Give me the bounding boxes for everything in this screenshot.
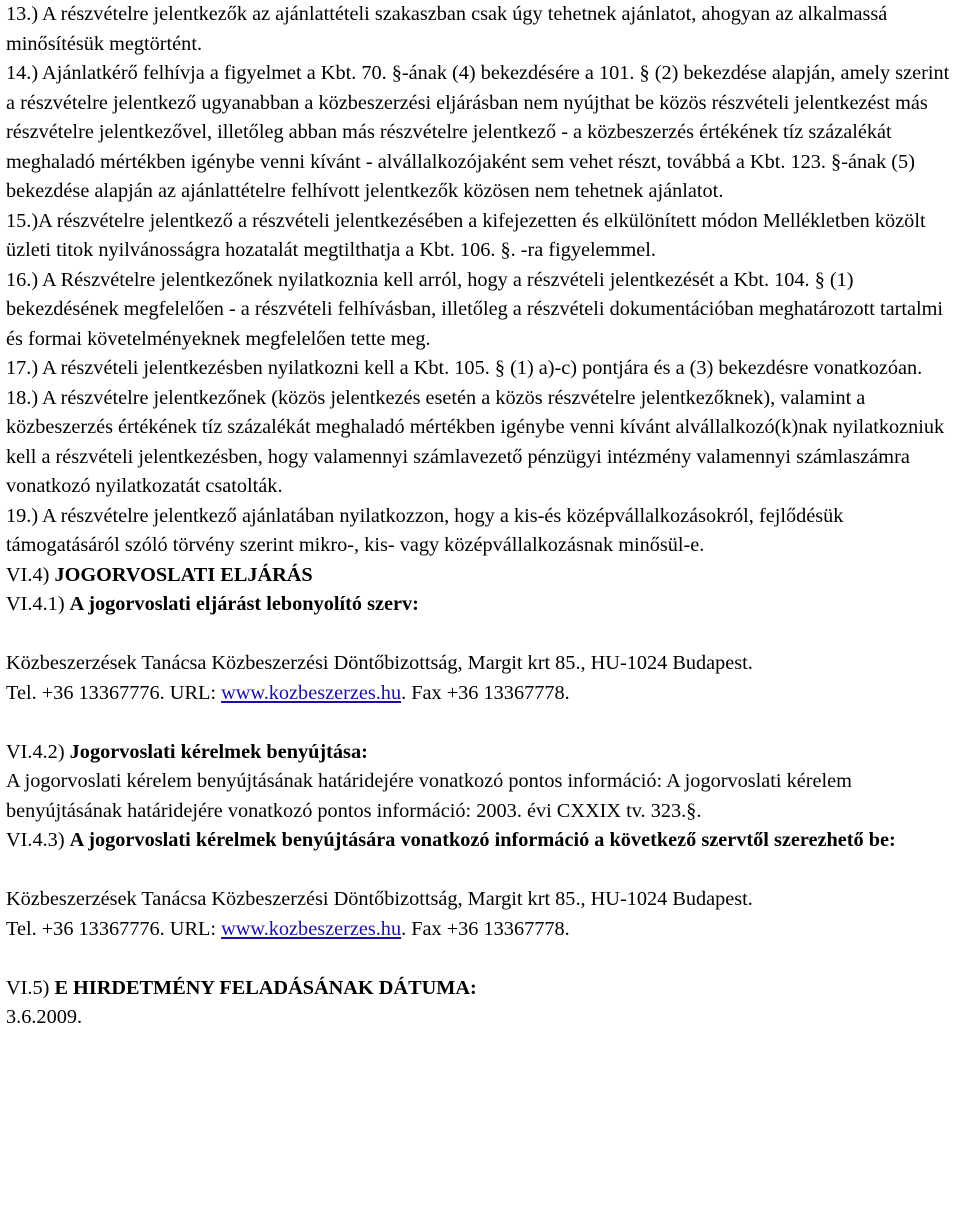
section-vi43-prefix: VI.4.3) — [6, 829, 70, 851]
section-vi5-title: E HIRDETMÉNY FELADÁSÁNAK DÁTUMA: — [54, 976, 477, 999]
section-vi41-prefix: VI.4.1) — [6, 593, 70, 615]
section-vi4-title: JOGORVOSLATI ELJÁRÁS — [54, 563, 313, 586]
section-vi43-title: A jogorvoslati kérelmek benyújtására vonatkozó információ a következő szervtől szerezhető be: — [69, 829, 896, 851]
spacer — [6, 708, 960, 738]
item-13: 13.) A részvételre jelentkezők az ajánlattételi szakaszban csak úgy tehetnek ajánlatot, ahogyan az alkalmassá minősítésük megtörtént. — [6, 3, 888, 55]
section-vi43-heading — [6, 826, 960, 856]
section-vi5-prefix: VI.5) — [6, 976, 55, 999]
url-link-1[interactable]: www.kozbeszerzes.hu — [221, 681, 402, 704]
section-vi42-title: Jogorvoslati kérelmek benyújtása: — [69, 740, 368, 763]
spacer — [6, 856, 960, 886]
url-link-2[interactable]: www.kozbeszerzes.hu — [221, 917, 402, 940]
contact-tel-1: Tel. +36 13367776. URL: — [6, 681, 222, 704]
item-17: 17.) A részvételi jelentkezésben nyilatkozni kell a Kbt. 105. § (1) a)-c) pontjára és a (3) bekezdésre vonatkozóan. — [6, 357, 923, 379]
contact-tel-2: Tel. +36 13367776. URL: — [6, 917, 222, 940]
contact-line-1 — [6, 679, 960, 709]
spacer — [6, 944, 960, 974]
section-vi41-title: A jogorvoslati eljárást lebonyolító szerv: — [69, 593, 419, 615]
contact-address-2: Közbeszerzések Tanácsa Közbeszerzési Döntőbizottság, Margit krt 85., HU-1024 Budapest. — [6, 888, 753, 910]
item-19: 19.) A részvételre jelentkező ajánlatában nyilatkozzon, hogy a kis-és középvállalkozásokról, fejlődésük támogatásáról szóló törvény szerint mikro-, kis- vagy középvállalkozásnak minősül-e. — [6, 504, 844, 556]
item-14: 14.) Ajánlatkérő felhívja a figyelmet a Kbt. 70. §-ának (4) bekezdésére a 101. § (2) bekezdése alapján, amely szerint a részvételre jelentkező ugyanabban a közbeszerzési eljárásban nem nyújthat be közös részvételi jelentkezést más részvételre jelentkezővel, illetőleg abban más részvételre jelentkező - a közbeszerzés értékének tíz százalékát meghaladó mértékben igénybe venni kívánt - alvállalkozójaként sem vehet részt, továbbá a Kbt. 123. §-ának (5) bekezdése alapján az ajánlattételre felhívott jelentkezők közösen nem tehetnek ajánlatot. — [6, 62, 950, 202]
item-18: 18.) A részvételre jelentkezőnek (közös jelentkezés esetén a közös részvételre jelentkezőknek), valamint a közbeszerzés értékének tíz százalékát meghaladó mértékben igénybe venni kívánt alvállalkozó(k)nak nyilatkozniuk kell a részvételi jelentkezésben, hogy valamennyi számlavezető pénzügyi intézmény valamennyi számlaszámra vonatkozó nyilatkozatát csatolták. — [6, 386, 945, 497]
contact-line-2 — [6, 915, 960, 945]
section-vi41-heading — [6, 590, 960, 620]
contact-address-1: Közbeszerzések Tanácsa Közbeszerzési Döntőbizottság, Margit krt 85., HU-1024 Budapest. — [6, 652, 753, 674]
section-vi42-prefix: VI.4.2) — [6, 740, 70, 763]
section-vi4-heading — [6, 561, 960, 591]
dispatch-date: 3.6.2009. — [6, 1006, 83, 1028]
contact-fax-1: . Fax +36 13367778. — [401, 681, 570, 704]
section-vi42-heading — [6, 738, 960, 768]
section-vi4-prefix: VI.4) — [6, 563, 55, 586]
spacer — [6, 620, 960, 650]
item-16: 16.) A Részvételre jelentkezőnek nyilatkoznia kell arról, hogy a részvételi jelentkezését a Kbt. 104. § (1) bekezdésének megfelelően - a részvételi felhívásban, illetőleg a részvételi dokumentációban meghatározott tartalmi és formai követelményeknek megfelelően tette meg. — [6, 268, 944, 350]
section-vi42-body: A jogorvoslati kérelem benyújtásának határidejére vonatkozó pontos információ: A jogorvoslati kérelem benyújtásának határidejére vonatkozó pontos információ: 2003. évi CXXIX tv. 323.§. — [6, 770, 852, 822]
item-15: 15.)A részvételre jelentkező a részvételi jelentkezésében a kifejezetten és elkülönített módon Mellékletben közölt üzleti titok nyilvánosságra hozatalát megtilthatja a Kbt. 106. §. -ra figyelemmel. — [6, 209, 926, 261]
contact-fax-2: . Fax +36 13367778. — [401, 917, 570, 940]
section-vi5-heading — [6, 974, 960, 1004]
